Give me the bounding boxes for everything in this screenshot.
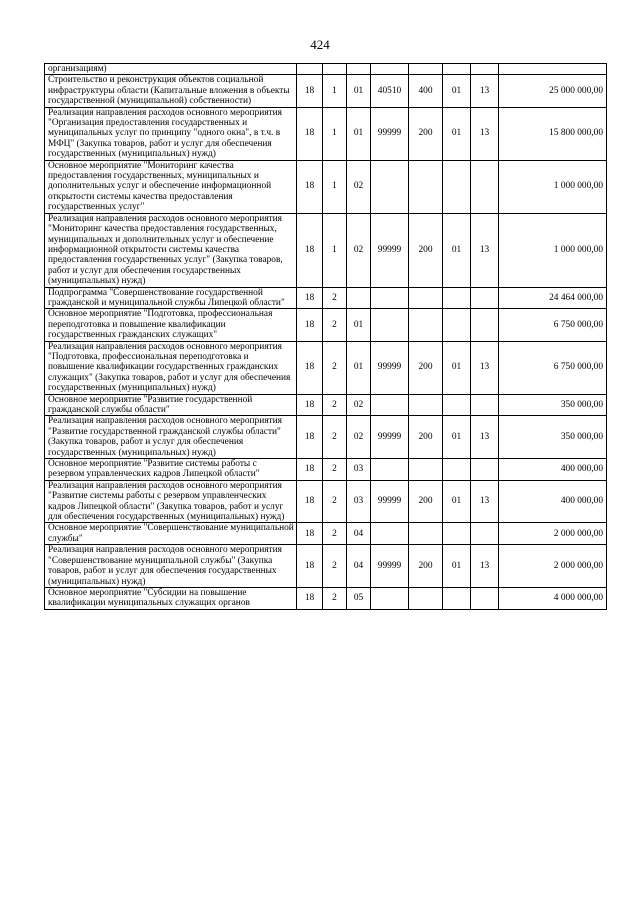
code-measure: 02 [347,160,371,213]
code-section: 01 [443,107,471,160]
code-measure: 01 [347,341,371,394]
code-direction: 99999 [371,416,409,459]
code-section: 01 [443,213,471,287]
row-amount: 4 000 000,00 [499,587,607,609]
row-amount: 24 464 000,00 [499,287,607,309]
row-description: Основное мероприятие "Подготовка, профессиональная переподготовка и повышение квалификации государственных гражданских служащих" [45,309,297,341]
row-amount: 2 000 000,00 [499,523,607,545]
code-section [443,160,471,213]
row-description: Реализация направления расходов основного мероприятия "Организация предоставления государственных и муниципальных услуг по принципу "одного окна", в т.ч. в МФЦ" (Закупка товаров, работ и услуг для обеспечения государственных (муниципальных) нужд) [45,107,297,160]
table-row [45,160,607,213]
code-subsection: 13 [471,545,499,588]
row-amount: 15 800 000,00 [499,107,607,160]
code-measure: 03 [347,480,371,523]
code-direction: 99999 [371,107,409,160]
code-section [443,459,471,481]
code-subprogram: 1 [323,213,347,287]
row-amount: 25 000 000,00 [499,75,607,107]
code-direction [371,309,409,341]
table-row [45,416,607,459]
row-amount: 400 000,00 [499,459,607,481]
code-expense-type: 200 [409,480,443,523]
code-subprogram: 2 [323,309,347,341]
code-direction [371,64,409,75]
code-subsection [471,287,499,309]
code-measure: 05 [347,587,371,609]
code-subsection [471,523,499,545]
code-expense-type [409,523,443,545]
code-expense-type: 200 [409,416,443,459]
code-direction: 99999 [371,545,409,588]
code-measure: 04 [347,545,371,588]
code-subsection [471,587,499,609]
table-row [45,480,607,523]
code-direction [371,160,409,213]
code-subprogram: 2 [323,341,347,394]
code-subprogram: 2 [323,416,347,459]
code-subprogram: 2 [323,459,347,481]
code-subprogram: 2 [323,545,347,588]
code-subsection [471,64,499,75]
row-amount: 350 000,00 [499,394,607,416]
code-ministry: 18 [297,480,323,523]
code-ministry: 18 [297,416,323,459]
code-section [443,64,471,75]
table-row [45,64,607,75]
code-section [443,394,471,416]
table-row [45,545,607,588]
code-expense-type: 200 [409,341,443,394]
code-measure: 02 [347,416,371,459]
code-subsection: 13 [471,213,499,287]
code-ministry: 18 [297,160,323,213]
code-direction: 99999 [371,213,409,287]
table-row [45,394,607,416]
code-subsection: 13 [471,107,499,160]
code-subsection: 13 [471,480,499,523]
row-amount: 350 000,00 [499,416,607,459]
row-description: Реализация направления расходов основного мероприятия "Развитие государственной гражданской службы области" (Закупка товаров, работ и услуг для обеспечения государственных (муниципальных) нужд) [45,416,297,459]
code-subprogram: 2 [323,523,347,545]
code-subprogram: 1 [323,160,347,213]
code-direction [371,394,409,416]
row-amount: 6 750 000,00 [499,341,607,394]
row-description: Основное мероприятие "Мониторинг качества предоставления государственных, муниципальных и дополнительных услуг и обеспечение информационной открытости системы качества предоставления государственных услуг" [45,160,297,213]
table-row [45,287,607,309]
row-amount: 1 000 000,00 [499,213,607,287]
code-ministry: 18 [297,213,323,287]
code-direction [371,587,409,609]
code-ministry: 18 [297,587,323,609]
row-description: Основное мероприятие "Развитие системы работы с резервом управленческих кадров Липецкой области" [45,459,297,481]
row-description: организациям) [45,64,297,75]
row-amount: 1 000 000,00 [499,160,607,213]
table-row [45,75,607,107]
code-ministry: 18 [297,459,323,481]
row-amount: 400 000,00 [499,480,607,523]
code-expense-type [409,287,443,309]
code-measure: 01 [347,107,371,160]
table-row [45,107,607,160]
code-ministry: 18 [297,309,323,341]
row-description: Основное мероприятие "Развитие государственной гражданской службы области" [45,394,297,416]
code-expense-type [409,587,443,609]
code-ministry: 18 [297,523,323,545]
code-subprogram: 2 [323,587,347,609]
code-ministry: 18 [297,545,323,588]
row-description: Основное мероприятие "Совершенствование муниципальной службы" [45,523,297,545]
code-direction [371,459,409,481]
row-description: Строительство и реконструкция объектов социальной инфраструктуры области (Капитальные вложения в объекты государственной (муниципальной) собственности) [45,75,297,107]
code-measure: 01 [347,75,371,107]
row-description: Реализация направления расходов основного мероприятия "Совершенствование муниципальной службы" (Закупка товаров, работ и услуг для обеспечения государственных (муниципальных) нужд) [45,545,297,588]
code-ministry: 18 [297,287,323,309]
code-subprogram: 1 [323,75,347,107]
code-ministry: 18 [297,75,323,107]
code-expense-type: 200 [409,545,443,588]
code-ministry [297,64,323,75]
code-direction [371,523,409,545]
row-amount: 2 000 000,00 [499,545,607,588]
code-measure: 02 [347,213,371,287]
row-description: Реализация направления расходов основного мероприятия "Развитие системы работы с резервом управленческих кадров Липецкой области" (Закупка товаров, работ и услуг для обеспечения государственных (муниципальных) нужд) [45,480,297,523]
code-measure [347,287,371,309]
budget-table [44,63,607,610]
budget-table-body [45,64,607,610]
code-section: 01 [443,545,471,588]
code-expense-type [409,64,443,75]
code-direction [371,287,409,309]
code-expense-type: 200 [409,107,443,160]
code-section [443,587,471,609]
code-subsection [471,309,499,341]
code-direction: 99999 [371,480,409,523]
code-expense-type: 200 [409,213,443,287]
code-subsection: 13 [471,75,499,107]
code-measure: 02 [347,394,371,416]
code-section: 01 [443,480,471,523]
code-section [443,309,471,341]
code-subsection [471,160,499,213]
code-subprogram: 2 [323,394,347,416]
row-description: Основное мероприятие "Субсидии на повышение квалификации муниципальных служащих органов [45,587,297,609]
code-subprogram: 2 [323,287,347,309]
row-amount [499,64,607,75]
code-subsection [471,394,499,416]
code-expense-type [409,459,443,481]
code-section [443,287,471,309]
row-description: Реализация направления расходов основного мероприятия "Мониторинг качества предоставления государственных, муниципальных и дополнительных услуг и обеспечение информационной открытости системы качества предоставления государственных услуг" (Закупка товаров, работ и услуг для обеспечения государственных (муниципальных) нужд) [45,213,297,287]
code-section: 01 [443,75,471,107]
table-row [45,309,607,341]
table-row [45,587,607,609]
row-description: Подпрограмма "Совершенствование государственной гражданской и муниципальной службы Липецкой области" [45,287,297,309]
code-subprogram: 2 [323,480,347,523]
code-measure: 04 [347,523,371,545]
table-row [45,341,607,394]
code-expense-type [409,309,443,341]
code-measure: 03 [347,459,371,481]
table-row [45,213,607,287]
code-ministry: 18 [297,107,323,160]
page-number: 424 [310,37,330,52]
code-measure [347,64,371,75]
code-section: 01 [443,341,471,394]
code-direction: 40510 [371,75,409,107]
row-description: Реализация направления расходов основного мероприятия "Подготовка, профессиональная переподготовка и повышение квалификации государственных гражданских служащих" (Закупка товаров, работ и услуг для обеспечения государственных (муниципальных) нужд) [45,341,297,394]
code-ministry: 18 [297,341,323,394]
code-measure: 01 [347,309,371,341]
row-amount: 6 750 000,00 [499,309,607,341]
code-direction: 99999 [371,341,409,394]
code-section: 01 [443,416,471,459]
code-subsection [471,459,499,481]
code-subprogram [323,64,347,75]
table-row [45,459,607,481]
table-row [45,523,607,545]
code-expense-type [409,394,443,416]
code-expense-type [409,160,443,213]
code-ministry: 18 [297,394,323,416]
code-expense-type: 400 [409,75,443,107]
code-subsection: 13 [471,416,499,459]
code-subsection: 13 [471,341,499,394]
code-section [443,523,471,545]
code-subprogram: 1 [323,107,347,160]
